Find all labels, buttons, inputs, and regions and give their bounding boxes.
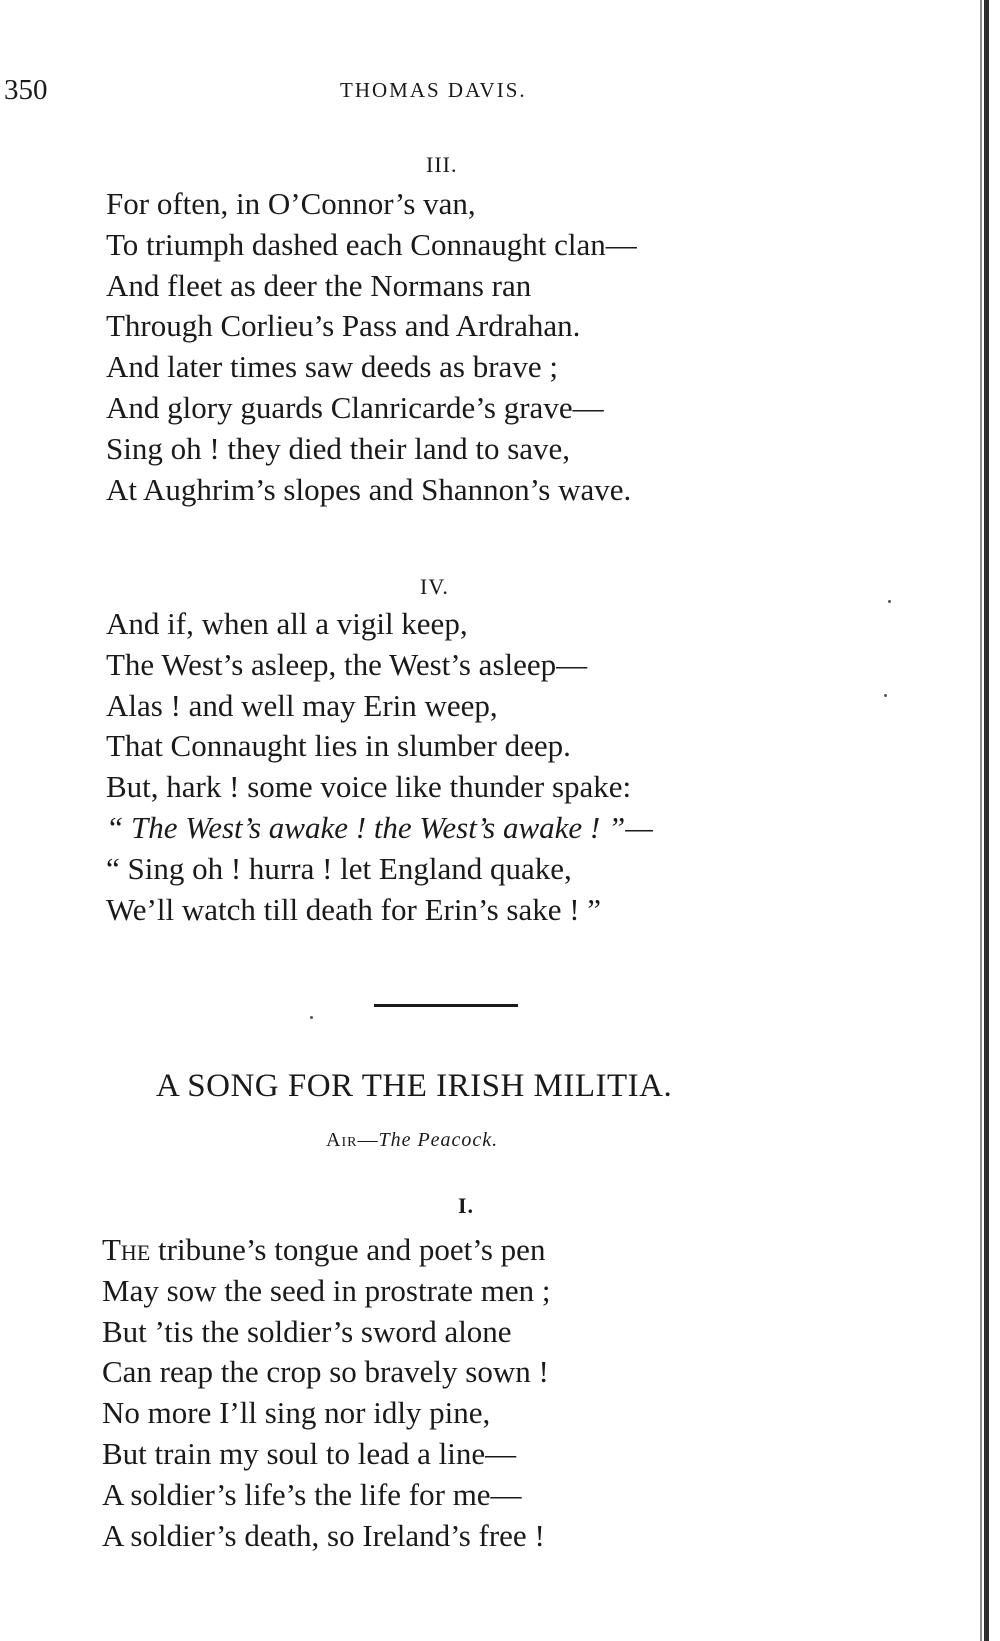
section-divider [374, 1004, 518, 1007]
stanza-1 [102, 1230, 551, 1556]
paper-speck [888, 600, 891, 603]
stanza-line: And glory guards Clanricarde’s grave— [106, 389, 604, 425]
stanza-line: Sing oh ! they died their land to save, [106, 430, 571, 466]
stanza-line: Through Corlieu’s Pass and Ardrahan. [106, 308, 581, 344]
stanza-line: But ’tis the soldier’s sword alone [102, 1313, 512, 1349]
stanza-line: That Connaught lies in slumber deep. [106, 728, 571, 764]
stanza-line: A soldier’s life’s the life for me— [102, 1476, 522, 1512]
stanza-3-numeral: III. [426, 152, 458, 177]
page-number: 350 [4, 74, 48, 106]
stanza-line: To triumph dashed each Connaught clan— [106, 226, 637, 262]
stanza-line: “ Sing oh ! hurra ! let England quake, [106, 850, 572, 886]
stanza-line: At Aughrim’s slopes and Shannon’s wave. [106, 471, 632, 507]
running-head: THOMAS DAVIS. [340, 78, 527, 102]
stanza-1-numeral: I. [458, 1193, 475, 1218]
stanza-line: But, hark ! some voice like thunder spake: [106, 769, 632, 805]
song-title: A SONG FOR THE IRISH MILITIA. [156, 1068, 673, 1104]
stanza-line: We’ll watch till death for Erin’s sake ! ” [106, 891, 602, 927]
stanza-line: For often, in O’Connor’s van, [106, 186, 476, 221]
stanza-line-italic: “ The West’s awake ! the West’s awake ! ”— [106, 809, 653, 845]
stanza-line: No more I’ll sing nor idly pine, [102, 1395, 491, 1431]
stanza-line [102, 1230, 551, 1271]
stanza-line: And if, when all a vigil keep, [106, 606, 468, 641]
first-word: The [102, 1232, 151, 1267]
stanza-line: But train my soul to lead a line— [102, 1435, 517, 1471]
paper-speck [884, 694, 887, 697]
stanza-4-numeral: IV. [420, 574, 449, 599]
stanza-line: And fleet as deer the Normans ran [106, 267, 532, 303]
first-line-rest: tribune’s tongue and poet’s pen [150, 1232, 546, 1267]
stanza-line: A soldier’s death, so Ireland’s free ! [102, 1517, 545, 1553]
page-edge [980, 0, 982, 1641]
stanza-line: Alas ! and well may Erin weep, [106, 687, 498, 723]
stanza-4 [106, 604, 653, 930]
paper-speck [310, 1016, 313, 1019]
air-name: The Peacock. [378, 1129, 499, 1151]
stanza-line: The West’s asleep, the West’s asleep— [106, 646, 588, 682]
page-edge-shadow [984, 0, 989, 1641]
stanza-line: Can reap the crop so bravely sown ! [102, 1354, 549, 1390]
stanza-3 [106, 184, 637, 510]
air-label: Air— [326, 1129, 379, 1151]
air-line [326, 1129, 498, 1152]
stanza-line: And later times saw deeds as brave ; [106, 349, 558, 385]
stanza-line: May sow the seed in prostrate men ; [102, 1272, 551, 1308]
